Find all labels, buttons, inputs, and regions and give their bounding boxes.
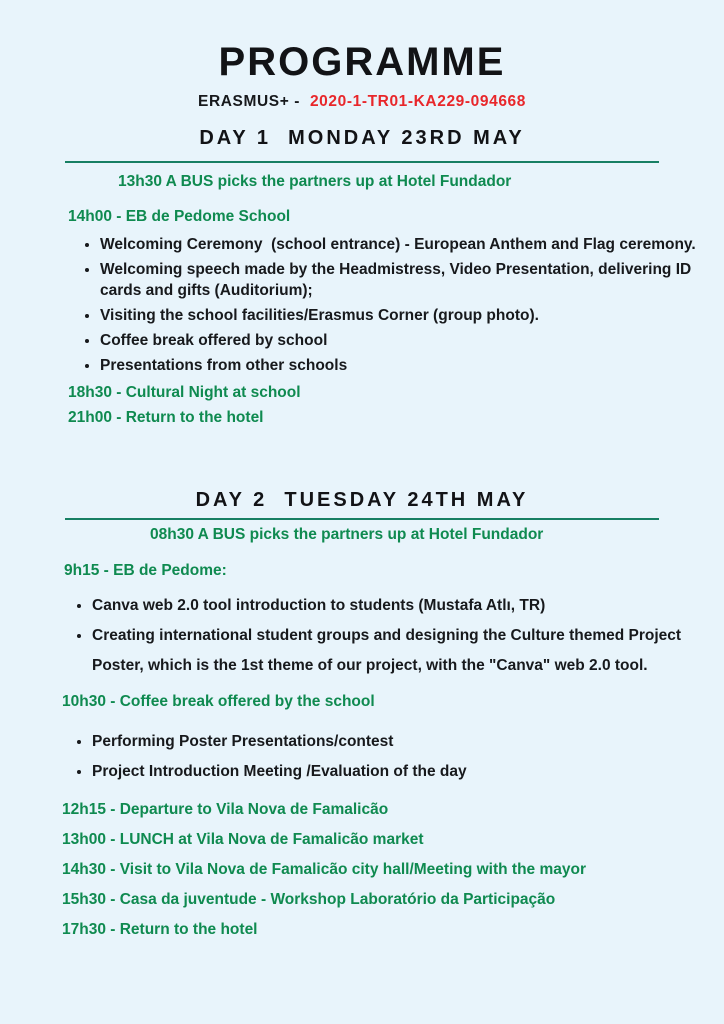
- day2-divider: [65, 518, 659, 520]
- day1-location-line: 14h00 - EB de Pedome School: [68, 208, 291, 225]
- day2-location-line: 9h15 - EB de Pedome:: [64, 562, 227, 579]
- day2-heading: DAY 2 TUESDAY 24TH MAY: [195, 489, 529, 511]
- schedule-line: 17h30 - Return to the hotel: [62, 921, 258, 938]
- list-item: • Coffee break offered by school: [100, 330, 700, 351]
- project-subtitle: [0, 93, 724, 111]
- day2-midday-bullet-list: [0, 727, 724, 787]
- day2-bus-line: 08h30 A BUS picks the partners up at Hotel Fundador: [150, 526, 544, 543]
- page-title: PROGRAMME: [218, 40, 506, 84]
- list-item: • Canva web 2.0 tool introduction to students (Mustafa Atlı, TR): [92, 591, 708, 621]
- project-code: 2020-1-TR01-KA229-094668: [309, 93, 526, 110]
- day2-schedule: [0, 795, 724, 945]
- list-item: • Performing Poster Presentations/contest: [92, 727, 708, 757]
- list-item: • Presentations from other schools: [100, 355, 700, 376]
- day1-divider: [65, 161, 659, 163]
- day1-heading: DAY 1 MONDAY 23RD MAY: [199, 127, 525, 149]
- list-item: • Creating international student groups and designing the Culture themed Project Poster, which is the 1st theme of our project, with the "Canva" web 2.0 tool.: [92, 621, 708, 681]
- day2-coffee-line: 10h30 - Coffee break offered by the school: [62, 693, 375, 710]
- list-item: • Welcoming Ceremony (school entrance) - European Anthem and Flag ceremony.: [100, 234, 700, 255]
- day1-evening-line: 21h00 - Return to the hotel: [68, 409, 264, 426]
- schedule-line: 13h00 - LUNCH at Vila Nova de Famalicão market: [62, 831, 424, 848]
- day1-section: [0, 128, 724, 428]
- day2-section: [0, 490, 724, 945]
- list-item: • Welcoming speech made by the Headmistress, Video Presentation, delivering ID cards and gifts (Auditorium);: [100, 259, 700, 301]
- day1-evening-line: 18h30 - Cultural Night at school: [68, 384, 301, 401]
- schedule-line: 14h30 - Visit to Vila Nova de Famalicão city hall/Meeting with the mayor: [62, 861, 587, 878]
- day1-bus-line: 13h30 A BUS picks the partners up at Hotel Fundador: [118, 173, 512, 190]
- day1-bullet-list: [0, 234, 724, 376]
- erasmus-label: ERASMUS+ -: [198, 93, 301, 110]
- day2-morning-bullet-list: [0, 591, 724, 681]
- list-item: • Visiting the school facilities/Erasmus Corner (group photo).: [100, 305, 700, 326]
- list-item: • Project Introduction Meeting /Evaluation of the day: [92, 757, 708, 787]
- schedule-line: 12h15 - Departure to Vila Nova de Famalicão: [62, 801, 389, 818]
- schedule-line: 15h30 - Casa da juventude - Workshop Laboratório da Participação: [62, 891, 556, 908]
